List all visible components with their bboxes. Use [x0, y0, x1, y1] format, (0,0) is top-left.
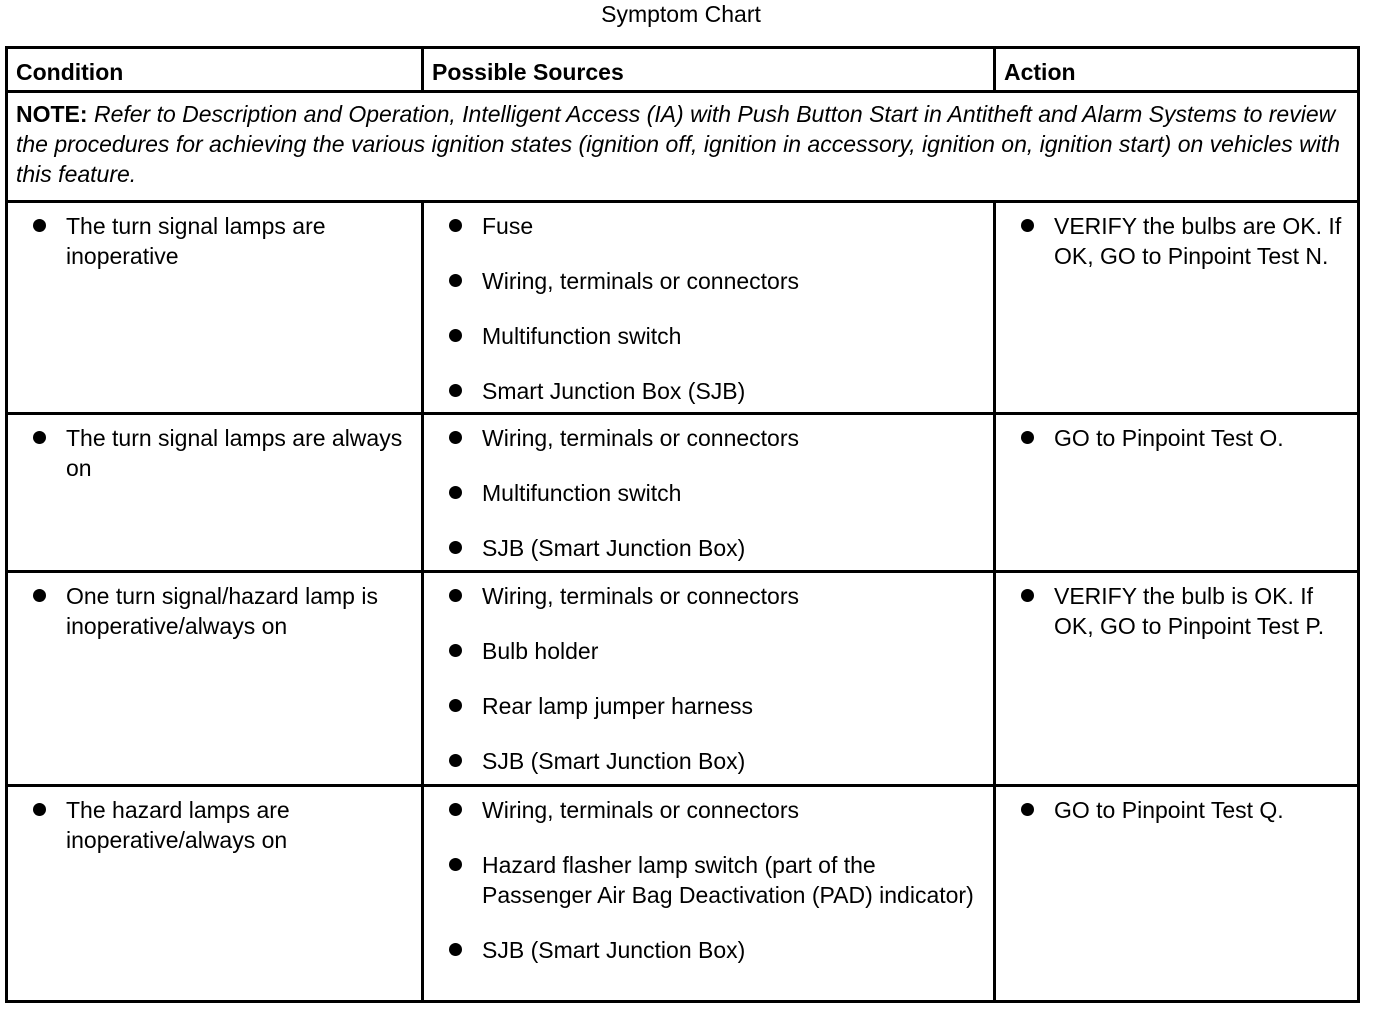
symptom-table — [5, 46, 1360, 1003]
condition-text: The hazard lamps are inoperative/always on — [66, 797, 290, 853]
bullet-icon — [449, 858, 462, 871]
list-item — [996, 795, 1347, 825]
table-row — [7, 572, 1359, 786]
bullet-icon — [449, 803, 462, 816]
bullet-icon — [449, 384, 462, 397]
bullet-icon — [449, 329, 462, 342]
note-row — [7, 92, 1359, 202]
source-text: Multifunction switch — [482, 323, 682, 349]
action-cell — [995, 414, 1359, 572]
bullet-icon — [449, 644, 462, 657]
bullet-icon — [449, 589, 462, 602]
list-item — [8, 211, 411, 271]
table-row — [7, 414, 1359, 572]
action-text: VERIFY the bulb is OK. If OK, GO to Pinpoint Test P. — [1054, 583, 1325, 639]
bullet-icon — [1021, 219, 1034, 232]
header-condition: Condition — [7, 48, 423, 92]
list-item — [8, 795, 411, 855]
bullet-icon — [449, 943, 462, 956]
condition-cell — [7, 414, 423, 572]
bullet-icon — [449, 754, 462, 767]
condition-text: The turn signal lamps are always on — [66, 425, 403, 481]
bullet-icon — [449, 274, 462, 287]
note-text: Refer to Description and Operation, Intelligent Access (IA) with Push Button Start in Antitheft and Alarm Systems to review the procedures for achieving the various ignition states (ignition off, ignition in accessory, ignition on, ignition start) on vehicles with this feature. — [16, 101, 1341, 187]
list-item — [424, 636, 983, 666]
bullet-icon — [33, 803, 46, 816]
sources-cell — [423, 414, 995, 572]
source-text: Wiring, terminals or connectors — [482, 425, 799, 451]
note-label: NOTE: — [16, 101, 88, 127]
list-item — [424, 423, 983, 453]
table-row — [7, 786, 1359, 1002]
source-text: Multifunction switch — [482, 480, 682, 506]
sources-cell — [423, 786, 995, 1002]
header-row — [7, 48, 1359, 92]
list-item — [424, 266, 983, 296]
action-cell — [995, 202, 1359, 414]
bullet-icon — [1021, 589, 1034, 602]
bullet-icon — [33, 589, 46, 602]
list-item — [8, 423, 411, 483]
list-item — [424, 478, 983, 508]
bullet-icon — [449, 486, 462, 499]
list-item — [424, 746, 983, 776]
source-text: Rear lamp jumper harness — [482, 693, 754, 719]
condition-cell — [7, 202, 423, 414]
list-item — [424, 850, 983, 910]
source-text: SJB (Smart Junction Box) — [482, 937, 746, 963]
source-text: Smart Junction Box (SJB) — [482, 378, 746, 404]
table-row — [7, 202, 1359, 414]
note-cell — [7, 92, 1359, 202]
list-item — [424, 376, 983, 406]
sources-cell — [423, 202, 995, 414]
bullet-icon — [449, 219, 462, 232]
bullet-icon — [449, 541, 462, 554]
bullet-icon — [449, 431, 462, 444]
list-item — [424, 533, 983, 563]
sources-cell — [423, 572, 995, 786]
source-text: Fuse — [482, 213, 534, 239]
bullet-icon — [33, 219, 46, 232]
source-text: Wiring, terminals or connectors — [482, 797, 799, 823]
action-cell — [995, 572, 1359, 786]
list-item — [424, 691, 983, 721]
source-text: SJB (Smart Junction Box) — [482, 535, 746, 561]
action-text: GO to Pinpoint Test Q. — [1054, 797, 1284, 823]
bullet-icon — [33, 431, 46, 444]
header-possible-sources: Possible Sources — [423, 48, 995, 92]
source-text: Wiring, terminals or connectors — [482, 583, 799, 609]
header-action: Action — [995, 48, 1359, 92]
list-item — [424, 211, 983, 241]
list-item — [424, 581, 983, 611]
condition-text: One turn signal/hazard lamp is inoperative/always on — [66, 583, 378, 639]
condition-cell — [7, 572, 423, 786]
list-item — [8, 581, 411, 641]
source-text: SJB (Smart Junction Box) — [482, 748, 746, 774]
source-text: Wiring, terminals or connectors — [482, 268, 799, 294]
bullet-icon — [1021, 431, 1034, 444]
bullet-icon — [449, 699, 462, 712]
source-text: Bulb holder — [482, 638, 599, 664]
list-item — [996, 581, 1347, 641]
condition-text: The turn signal lamps are inoperative — [66, 213, 326, 269]
list-item — [424, 935, 983, 965]
condition-cell — [7, 786, 423, 1002]
action-text: VERIFY the bulbs are OK. If OK, GO to Pinpoint Test N. — [1054, 213, 1342, 269]
source-text: Hazard flasher lamp switch (part of the Passenger Air Bag Deactivation (PAD) indicator) — [482, 852, 974, 908]
bullet-icon — [1021, 803, 1034, 816]
list-item — [424, 795, 983, 825]
list-item — [996, 211, 1347, 271]
action-cell — [995, 786, 1359, 1002]
list-item — [424, 321, 983, 351]
action-text: GO to Pinpoint Test O. — [1054, 425, 1284, 451]
list-item — [996, 423, 1347, 453]
chart-title: Symptom Chart — [601, 1, 761, 27]
